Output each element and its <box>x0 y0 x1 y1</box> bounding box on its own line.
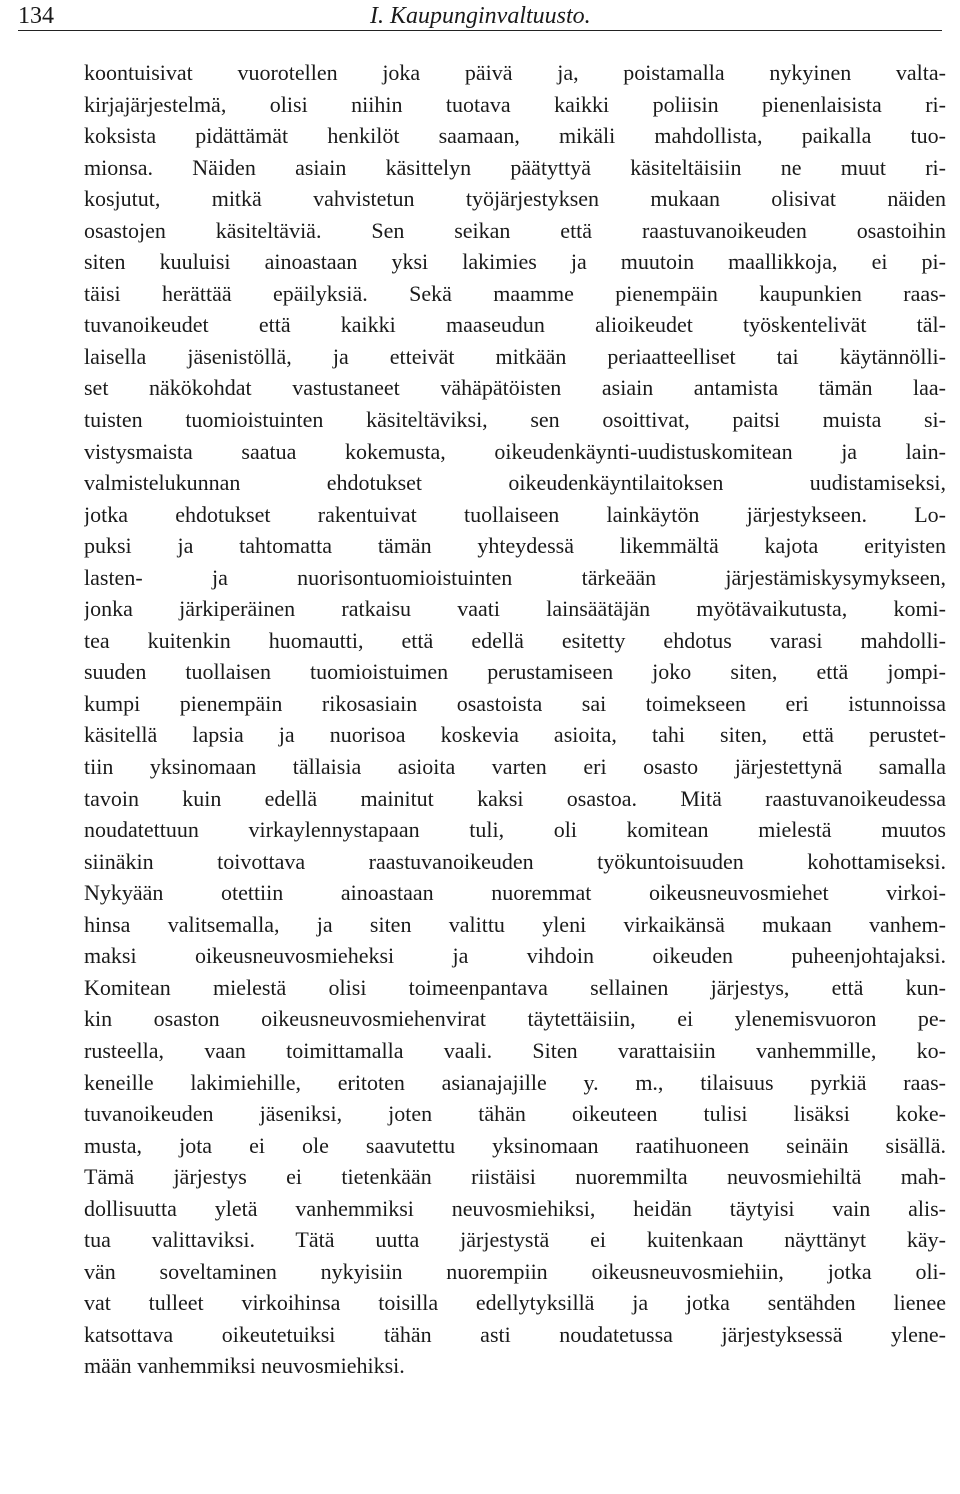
text-line: koontuisivat vuorotellen joka päivä ja, poistamalla nykyinen valta- <box>84 60 946 85</box>
page-header <box>18 0 942 34</box>
text-line: tua valittaviksi. Tätä uutta järjestystä ei kuitenkaan näyttänyt käy- <box>84 1227 946 1253</box>
text-line: kosjutut, mitkä vahvistetun työjärjestyksen mukaan olisivat näiden <box>84 186 946 212</box>
text-line: kin osaston oikeusneuvosmiehenvirat täytettäisiin, ei ylenemisvuoron pe- <box>84 1006 946 1032</box>
text-line: Tämä järjestys ei tietenkään riistäisi nuoremmilta neuvosmiehiltä mah- <box>84 1164 946 1190</box>
text-line: tea kuitenkin huomautti, että edellä esitetty ehdotus varasi mahdolli- <box>84 627 946 653</box>
text-line: rusteella, vaan toimittamalla vaali. Siten varattaisiin vanhemmille, ko- <box>84 1037 946 1063</box>
header-rule <box>18 30 942 31</box>
text-line: siten kuuluisi ainoastaan yksi lakimies ja muutoin maallikkoja, ei pi- <box>84 249 946 275</box>
text-line: noudatettuun virkaylennystapaan tuli, oli komitean mielestä muutos <box>84 817 946 843</box>
text-line: hinsa valitsemalla, ja siten valittu yleni virkaikänsä mukaan vanhem- <box>84 911 946 937</box>
text-line: kirjajärjestelmä, olisi niihin tuotava kaikki poliisin pienenlaisista ri- <box>84 91 946 117</box>
text-line: osastojen käsiteltäviä. Sen seikan että raastuvanoikeuden osastoihin <box>84 217 946 243</box>
text-line: dollisuutta yletä vanhemmiksi neuvosmiehiksi, heidän täytyisi vain alis- <box>84 1195 946 1221</box>
text-line: jotka ehdotukset rakentuivat tuollaiseen lainkäytön järjestykseen. Lo- <box>84 501 946 527</box>
text-line: mään vanhemmiksi neuvosmiehiksi. <box>84 1353 405 1379</box>
text-line: katsottava oikeutetuiksi tähän asti noudatetussa järjestyksessä ylene- <box>84 1321 946 1347</box>
text-line: laisella jäsenistöllä, ja etteivät mitkään periaatteelliset tai käytännölli- <box>84 343 946 369</box>
text-line: set näkökohdat vastustaneet vähäpätöisten asiain antamista tämän laa- <box>84 375 946 401</box>
text-line: suuden tuollaisen tuomioistuimen perustamiseen joko siten, että jompi- <box>84 659 946 685</box>
text-line: puksi ja tahtomatta tämän yhteydessä likemmältä kajota erityisten <box>84 533 946 559</box>
text-line: täisi herättää epäilyksiä. Sekä maamme pienempäin kaupunkien raas- <box>84 280 946 306</box>
page-number: 134 <box>18 3 54 29</box>
text-line: vat tulleet virkoihinsa toisilla edellytyksillä ja jotka sentähden lienee <box>84 1290 946 1316</box>
text-line: maksi oikeusneuvosmieheksi ja vihdoin oikeuden puheenjohtajaksi. <box>84 943 946 969</box>
text-line: käsitellä lapsia ja nuorisoa koskevia asioita, tahi siten, että perustet- <box>84 722 946 748</box>
text-line: Nykyään otettiin ainoastaan nuoremmat oikeusneuvosmiehet virkoi- <box>84 880 946 906</box>
text-line: vän soveltaminen nykyisiin nuorempiin oikeusneuvosmiehiin, jotka oli- <box>84 1258 946 1284</box>
body-text <box>84 57 946 1382</box>
text-line: tavoin kuin edellä mainitut kaksi osastoa. Mitä raastuvanoikeudessa <box>84 785 946 811</box>
text-line: siinäkin toivottava raastuvanoikeuden työkuntoisuuden kohottamiseksi. <box>84 848 946 874</box>
text-line: kumpi pienempäin rikosasiain osastoista sai toimekseen eri istunnoissa <box>84 690 946 716</box>
text-line: vistysmaista saatua kokemusta, oikeudenkäynti-uudistuskomitean ja lain- <box>84 438 946 464</box>
text-line: lasten- ja nuorisontuomioistuinten tärkeään järjestämiskysymykseen, <box>84 564 946 590</box>
running-head: I. Kaupunginvaltuusto. <box>370 3 591 29</box>
text-line: koksista pidättämät henkilöt saamaan, mikäli mahdollista, paikalla tuo- <box>84 123 946 149</box>
text-line: Komitean mielestä olisi toimeenpantava sellainen järjestys, että kun- <box>84 974 946 1000</box>
text-line: tiin yksinomaan tällaisia asioita varten eri osasto järjestettynä samalla <box>84 754 946 780</box>
text-line: tuvanoikeudet että kaikki maaseudun alioikeudet työskentelivät täl- <box>84 312 946 338</box>
text-line: jonka järkiperäinen ratkaisu vaati lainsäätäjän myötävaikutusta, komi- <box>84 596 946 622</box>
text-line: tuisten tuomioistuinten käsiteltäviksi, sen osoittivat, paitsi muista si- <box>84 407 946 433</box>
text-line: mionsa. Näiden asiain käsittelyn päätyttyä käsiteltäisiin ne muut ri- <box>84 154 946 180</box>
text-line: tuvanoikeuden jäseniksi, joten tähän oikeuteen tulisi lisäksi koke- <box>84 1101 946 1127</box>
text-line: valmistelukunnan ehdotukset oikeudenkäyntilaitoksen uudistamiseksi, <box>84 470 946 496</box>
text-line: musta, jota ei ole saavutettu yksinomaan raatihuoneen seinäin sisällä. <box>84 1132 946 1158</box>
text-line: keneille lakimiehille, eritoten asianajajille y. m., tilaisuus pyrkiä raas- <box>84 1069 946 1095</box>
